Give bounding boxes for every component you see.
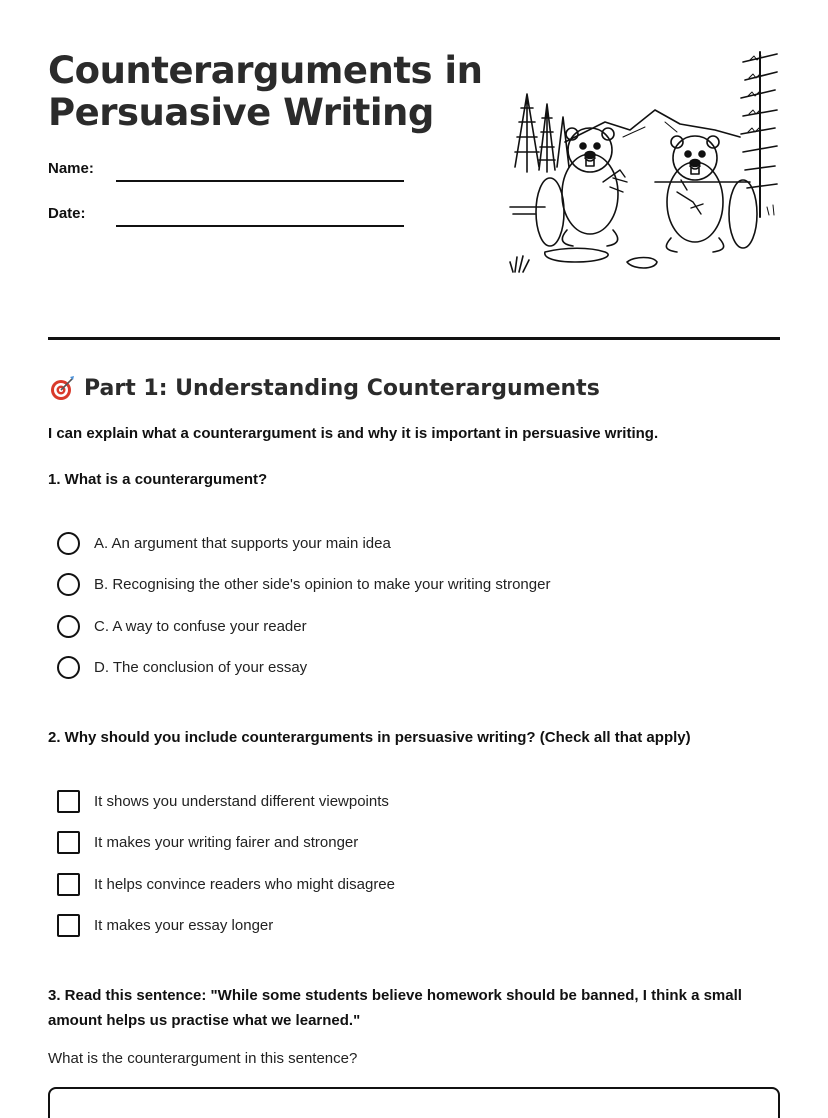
- q2-option-2[interactable]: [57, 831, 358, 854]
- target-icon: [48, 374, 76, 402]
- q2-option-2-label: It makes your writing fairer and stronger: [94, 834, 359, 851]
- q1-option-b[interactable]: [57, 573, 550, 596]
- part-1-heading-text: Part 1: Understanding Counterarguments: [84, 375, 600, 401]
- name-label: Name:: [48, 160, 94, 177]
- name-field[interactable]: [116, 180, 404, 182]
- question-3-prompt: What is the counterargument in this sentence?: [48, 1050, 358, 1067]
- q2-checkbox-2[interactable]: [57, 831, 80, 854]
- q2-checkbox-3[interactable]: [57, 873, 80, 896]
- q1-option-c-label: C. A way to confuse your reader: [94, 618, 307, 635]
- q2-option-3-label: It helps convince readers who might disagree: [94, 876, 395, 893]
- q1-option-b-label: B. Recognising the other side's opinion to make your writing stronger: [94, 576, 551, 593]
- beavers-in-forest-illustration: [505, 42, 785, 282]
- q2-checkbox-1[interactable]: [57, 790, 80, 813]
- q2-option-1-label: It shows you understand different viewpoints: [94, 793, 389, 810]
- title-line-1: Counterarguments in: [48, 49, 483, 92]
- q1-option-a[interactable]: [57, 532, 391, 555]
- q1-option-c[interactable]: [57, 615, 307, 638]
- q2-option-3[interactable]: [57, 873, 395, 896]
- q2-option-1[interactable]: [57, 790, 389, 813]
- q1-radio-a[interactable]: [57, 532, 80, 555]
- question-3-answer-box[interactable]: [48, 1087, 780, 1118]
- question-3: 3. Read this sentence: "While some students believe homework should be banned, I think a small amount helps us practise what we learned.": [48, 987, 742, 1029]
- date-label: Date:: [48, 205, 86, 222]
- section-divider: [48, 337, 780, 340]
- question-2: 2. Why should you include counterarguments in persuasive writing? (Check all that apply): [48, 729, 691, 746]
- q1-option-d-label: D. The conclusion of your essay: [94, 659, 308, 676]
- q1-radio-d[interactable]: [57, 656, 80, 679]
- q2-checkbox-4[interactable]: [57, 914, 80, 937]
- q1-option-d[interactable]: [57, 656, 307, 679]
- q2-option-4[interactable]: [57, 914, 273, 937]
- q1-radio-c[interactable]: [57, 615, 80, 638]
- worksheet-title: [48, 50, 482, 134]
- learning-objective: I can explain what a counterargument is and why it is important in persuasive writing.: [48, 425, 659, 442]
- q2-option-4-label: It makes your essay longer: [94, 917, 274, 934]
- part-1-heading: [48, 374, 600, 402]
- q1-radio-b[interactable]: [57, 573, 80, 596]
- date-field[interactable]: [116, 225, 404, 227]
- q1-option-a-label: A. An argument that supports your main idea: [94, 535, 391, 552]
- question-1: 1. What is a counterargument?: [48, 471, 268, 488]
- title-line-2: Persuasive Writing: [48, 91, 434, 134]
